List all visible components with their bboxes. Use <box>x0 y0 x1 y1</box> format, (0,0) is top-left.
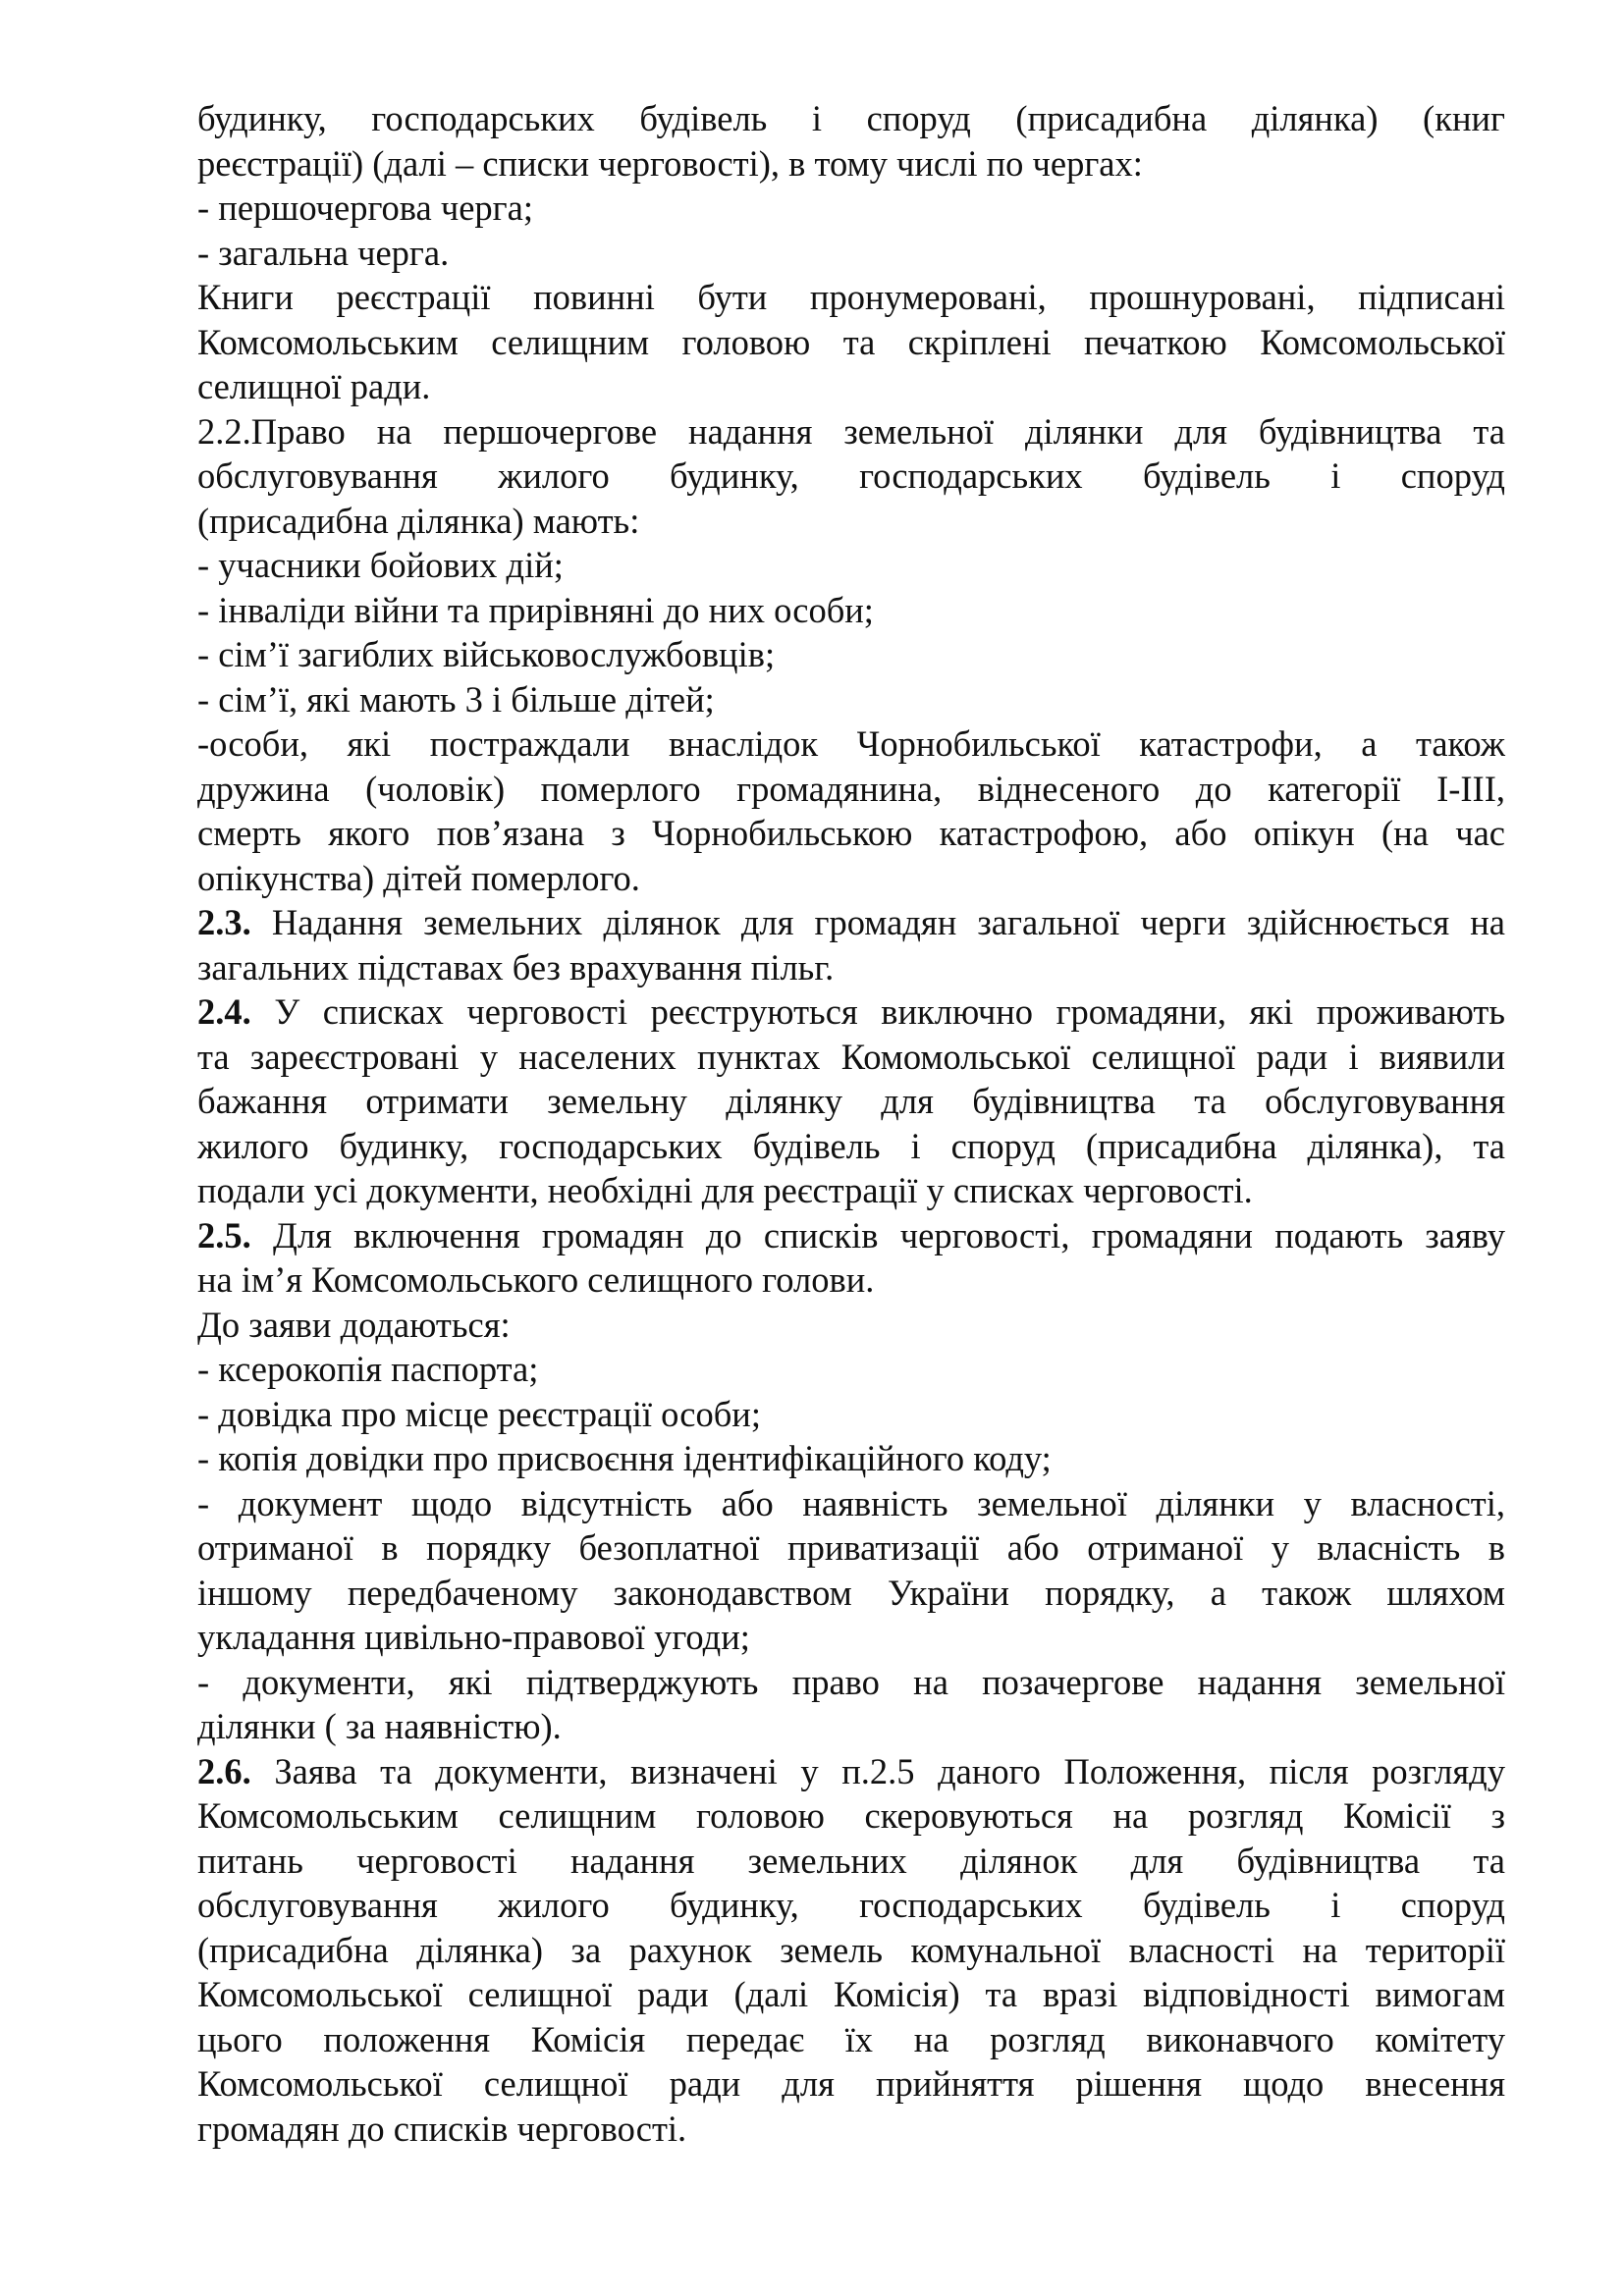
line-text: Заява та документи, визначені у п.2.5 даного Положення, після розгляду <box>250 1750 1505 1791</box>
line-text: - сім’ї, які мають 3 і більше дітей; <box>197 678 715 720</box>
text-line <box>197 1749 1505 1794</box>
text-line <box>197 1168 1505 1213</box>
text-line <box>197 2017 1505 2062</box>
line-text: У списках черговості реєструються виключно громадяни, які проживають <box>250 991 1505 1032</box>
text-line <box>197 409 1505 454</box>
line-text: жилого будинку, господарських будівель і споруд (присадибна ділянка), та <box>197 1125 1505 1166</box>
text-line <box>197 1660 1505 1705</box>
section-number: 2.5. <box>197 1214 251 1255</box>
text-line <box>197 989 1505 1035</box>
text-line <box>197 2107 1505 2152</box>
line-text: загальних підставах без врахування пільг. <box>197 946 835 988</box>
line-text: питань черговості надання земельних ділянок для будівництва та <box>197 1840 1505 1881</box>
line-text: Комсомольським селищним головою та скріплені печаткою Комсомольської <box>197 321 1505 362</box>
line-text: (присадибна ділянка) мають: <box>197 500 640 541</box>
line-text: бажання отримати земельну ділянку для будівництва та обслуговування <box>197 1081 1505 1121</box>
line-text: Надання земельних ділянок для громадян загальної черги здійснюється на <box>250 902 1505 942</box>
text-line <box>197 320 1505 365</box>
line-text: ділянки ( за наявністю). <box>197 1706 562 1746</box>
text-line <box>197 1303 1505 1348</box>
line-text: на ім’я Комсомольського селищного голови. <box>197 1259 875 1300</box>
text-line <box>197 275 1505 320</box>
text-line <box>197 2061 1505 2107</box>
text-line <box>197 1928 1505 1973</box>
section-number: 2.6. <box>197 1750 251 1791</box>
line-text: - першочергова черга; <box>197 187 533 228</box>
text-line <box>197 96 1505 141</box>
line-text: будинку, господарських будівель і споруд (присадибна ділянка) (книг <box>197 98 1505 138</box>
text-line <box>197 588 1505 633</box>
line-text: Комсомольської селищної ради для прийняття рішення щодо внесення <box>197 2063 1505 2104</box>
line-text: - ксерокопія паспорта; <box>197 1349 539 1389</box>
line-text: - документи, які підтверджують право на позачергове надання земельної <box>197 1661 1505 1702</box>
text-line <box>197 1079 1505 1124</box>
text-line <box>197 1704 1505 1749</box>
line-text: смерть якого пов’язана з Чорнобильською катастрофою, або опікун (на час <box>197 813 1505 853</box>
text-line <box>197 543 1505 588</box>
text-line <box>197 1481 1505 1526</box>
line-text: - загальна черга. <box>197 232 450 273</box>
line-text: та зареєстровані у населених пунктах Комомольської селищної ради і виявили <box>197 1036 1505 1077</box>
text-line <box>197 900 1505 945</box>
text-line <box>197 1883 1505 1928</box>
line-text: обслуговування жилого будинку, господарських будівель і споруд <box>197 455 1505 496</box>
text-line <box>197 1436 1505 1481</box>
line-text: Комсомольської селищної ради (далі Комісія) та вразі відповідності вимогам <box>197 1974 1505 2014</box>
text-line <box>197 1213 1505 1258</box>
line-text: - учасники бойових дій; <box>197 545 564 585</box>
text-line <box>197 499 1505 544</box>
text-line <box>197 186 1505 231</box>
line-text: отриманої в порядку безоплатної приватизації або отриманої у власність в <box>197 1527 1505 1568</box>
line-text: 2.2.Право на першочергове надання земельної ділянки для будівництва та <box>197 410 1505 452</box>
text-line <box>197 231 1505 276</box>
line-text: Книги реєстрації повинні бути пронумеровані, прошнуровані, підписані <box>197 277 1505 317</box>
text-line <box>197 1347 1505 1392</box>
text-line <box>197 141 1505 187</box>
line-text: Комсомольським селищним головою скеровуються на розгляд Комісії з <box>197 1795 1505 1836</box>
line-text: Для включення громадян до списків черговості, громадяни подають заяву <box>250 1214 1505 1255</box>
line-text: - сім’ї загиблих військовослужбовців; <box>197 634 776 674</box>
text-line <box>197 1793 1505 1839</box>
section-number: 2.3. <box>197 902 251 942</box>
text-line <box>197 1124 1505 1169</box>
line-text: цього положення Комісія передає їх на розгляд виконавчого комітету <box>197 2018 1505 2059</box>
line-text: дружина (чоловік) померлого громадянина, віднесеного до категорії I-III, <box>197 768 1505 809</box>
line-text: - документ щодо відсутність або наявність земельної ділянки у власності, <box>197 1482 1505 1523</box>
line-text: До заяви додаються: <box>197 1304 511 1345</box>
line-text: іншому передбаченому законодавством України порядку, а також шляхом <box>197 1572 1505 1613</box>
text-line <box>197 1257 1505 1303</box>
line-text: селищної ради. <box>197 366 431 406</box>
line-text: укладання цивільно-правової угоди; <box>197 1617 750 1657</box>
section-number: 2.4. <box>197 991 251 1032</box>
text-line <box>197 677 1505 722</box>
text-line <box>197 721 1505 767</box>
text-line <box>197 1839 1505 1884</box>
line-text: обслуговування жилого будинку, господарських будівель і споруд <box>197 1885 1505 1925</box>
text-line <box>197 364 1505 409</box>
text-line <box>197 632 1505 677</box>
text-line <box>197 1571 1505 1616</box>
line-text: реєстрації) (далі – списки черговості), в тому числі по чергах: <box>197 142 1143 184</box>
text-line <box>197 1392 1505 1437</box>
text-line <box>197 1035 1505 1080</box>
text-line <box>197 767 1505 812</box>
text-line <box>197 811 1505 856</box>
text-line <box>197 454 1505 499</box>
text-line <box>197 856 1505 901</box>
line-text: -особи, які постраждали внаслідок Чорнобильської катастрофи, а також <box>197 723 1505 764</box>
text-line <box>197 1972 1505 2017</box>
line-text: - копія довідки про присвоєння ідентифікаційного коду; <box>197 1438 1052 1478</box>
line-text: подали усі документи, необхідні для реєстрації у списках черговості. <box>197 1170 1253 1210</box>
line-text: - інваліди війни та прирівняні до них особи; <box>197 589 874 630</box>
text-line <box>197 1615 1505 1660</box>
line-text: - довідка про місце реєстрації особи; <box>197 1393 761 1434</box>
line-text: (присадибна ділянка) за рахунок земель комунальної власності на території <box>197 1929 1505 1970</box>
line-text: громадян до списків черговості. <box>197 2108 687 2149</box>
text-line <box>197 945 1505 990</box>
text-line <box>197 1525 1505 1571</box>
document-page <box>197 96 1505 2151</box>
line-text: опікунства) дітей померлого. <box>197 857 640 898</box>
